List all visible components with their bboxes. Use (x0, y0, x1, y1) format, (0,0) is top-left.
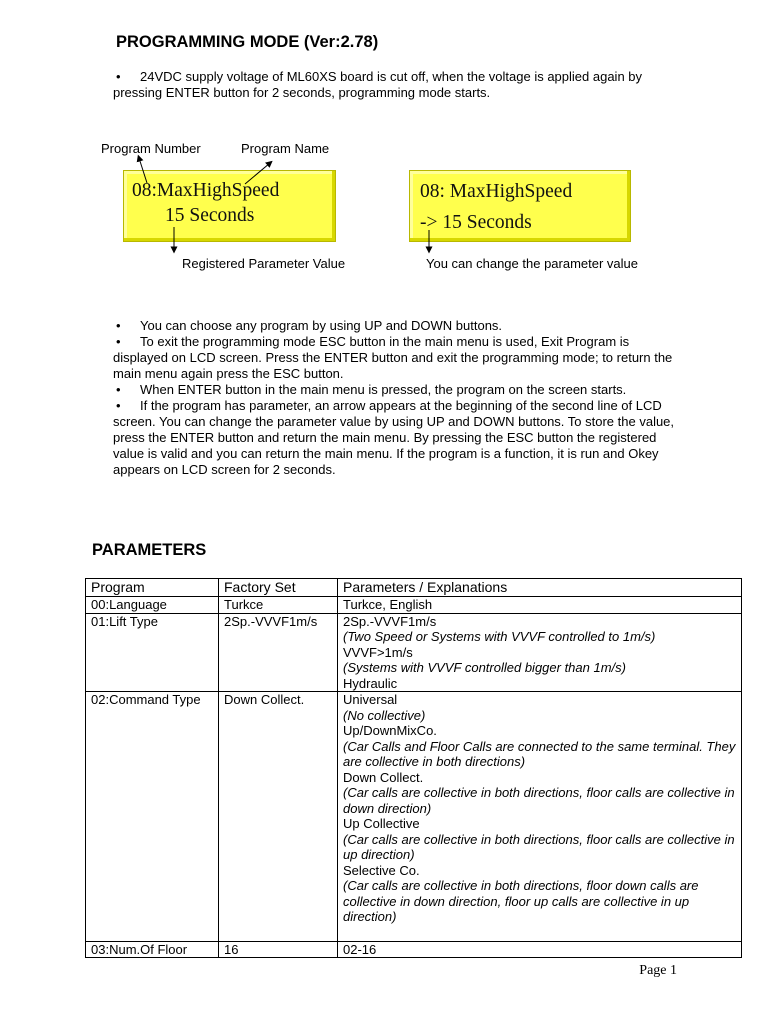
explanation-option: Turkce, English (343, 597, 433, 612)
list-item-text: When ENTER button in the main menu is pressed, the program on the screen starts. (140, 382, 627, 397)
cell-factory-set: Down Collect. (219, 692, 338, 942)
bullet-dot: • (116, 318, 121, 333)
list-item (113, 318, 676, 334)
program-name-label: Program Name (241, 141, 330, 156)
page-number: Page 1 (639, 963, 677, 978)
explanation-note: (Systems with VVVF controlled bigger than 1m/s) (343, 660, 626, 675)
instruction-list (113, 318, 676, 478)
bullet-dot: • (116, 334, 121, 349)
list-item-text: To exit the programming mode ESC button in the main menu is used, Exit Program is displayed on LCD screen. Press the ENTER button and exit the programming mode; to return the main menu again press the ESC button. (113, 334, 673, 381)
table-row (86, 597, 742, 614)
lcd-left-line1: 08:MaxHighSpeed (132, 180, 280, 201)
explanation-note: (Car Calls and Floor Calls are connected to the same terminal. They are collective in both directions) (343, 738, 736, 769)
lcd-left-line2: 15 Seconds (165, 205, 255, 226)
program-number-label: Program Number (101, 141, 201, 156)
list-item (113, 334, 676, 382)
page-title: PROGRAMMING MODE (Ver:2.78) (116, 33, 379, 51)
list-item-text: You can choose any program by using UP and DOWN buttons. (140, 318, 503, 333)
lcd-right-value: 15 Seconds (442, 212, 532, 233)
parameters-heading: PARAMETERS (92, 541, 207, 559)
explanation-option: Universal (343, 692, 398, 707)
parameter-arrow: -> (420, 212, 438, 233)
cell-factory-set: 16 (219, 941, 338, 958)
explanation-note: (Car calls are collective in both directions, floor calls are collective in down direction) (343, 785, 735, 816)
column-header-factory-set: Factory Set (219, 579, 338, 597)
cell-program: 03:Num.Of Floor (86, 941, 219, 958)
table-row (86, 692, 742, 942)
cell-explanation (338, 597, 742, 614)
list-item-text: If the program has parameter, an arrow appears at the beginning of the second line of LCD screen. You can change the parameter value by using UP and DOWN buttons. To store the value, press the ENTER button and return the main menu. By pressing the ESC button the registered value is valid and you can return the main menu. If the program is a function, it is run and Okey appears on LCD screen for 2 seconds. (113, 398, 675, 477)
explanation-note: (No collective) (343, 707, 426, 723)
diagram-arrows (0, 0, 768, 280)
parameters-table (85, 578, 742, 958)
explanation-option: VVVF>1m/s (343, 644, 413, 660)
arrow-program-number (139, 158, 147, 183)
explanation-note: (Two Speed or Systems with VVVF controlled to 1m/s) (343, 629, 656, 644)
cell-program: 01:Lift Type (86, 613, 219, 692)
cell-program: 00:Language (86, 597, 219, 614)
intro-bullet-text: 24VDC supply voltage of ML60XS board is cut off, when the voltage is applied again by pressing ENTER button for 2 seconds, programming mode starts. (113, 69, 643, 100)
table-row (86, 941, 742, 958)
table-header-row (86, 579, 742, 597)
explanation-option: Up Collective (343, 816, 420, 831)
bullet-dot: • (116, 398, 121, 413)
explanation-option: 02-16 (343, 941, 377, 957)
explanation-note: (Car calls are collective in both directions, floor calls are collective in up direction) (343, 831, 735, 862)
cell-explanation (338, 692, 742, 942)
cell-program: 02:Command Type (86, 692, 219, 942)
list-item (113, 382, 676, 398)
bullet-dot: • (116, 69, 121, 84)
table-row (86, 613, 742, 692)
cell-factory-set: Turkce (219, 597, 338, 614)
change-value-label: You can change the parameter value (426, 256, 639, 271)
explanation-option: Up/DownMixCo. (343, 723, 437, 738)
registered-value-label: Registered Parameter Value (182, 256, 346, 271)
explanation-note: (Car calls are collective in both directions, floor down calls are collective in down direction, floor up calls are collective in up direction) (343, 878, 699, 924)
arrow-program-name (245, 163, 270, 184)
column-header-program: Program (86, 579, 219, 597)
explanation-option: 2Sp.-VVVF1m/s (343, 613, 437, 629)
explanation-option: Selective Co. (343, 862, 420, 878)
bullet-dot: • (116, 382, 121, 397)
column-header-explanations: Parameters / Explanations (338, 579, 742, 597)
cell-explanation (338, 941, 742, 958)
explanation-option: Down Collect. (343, 769, 424, 785)
table-body (86, 597, 742, 958)
explanation-option: Hydraulic (343, 675, 398, 691)
list-item (113, 398, 676, 478)
lcd-right-line1: 08: MaxHighSpeed (420, 181, 573, 202)
cell-explanation (338, 613, 742, 692)
cell-factory-set: 2Sp.-VVVF1m/s (219, 613, 338, 692)
